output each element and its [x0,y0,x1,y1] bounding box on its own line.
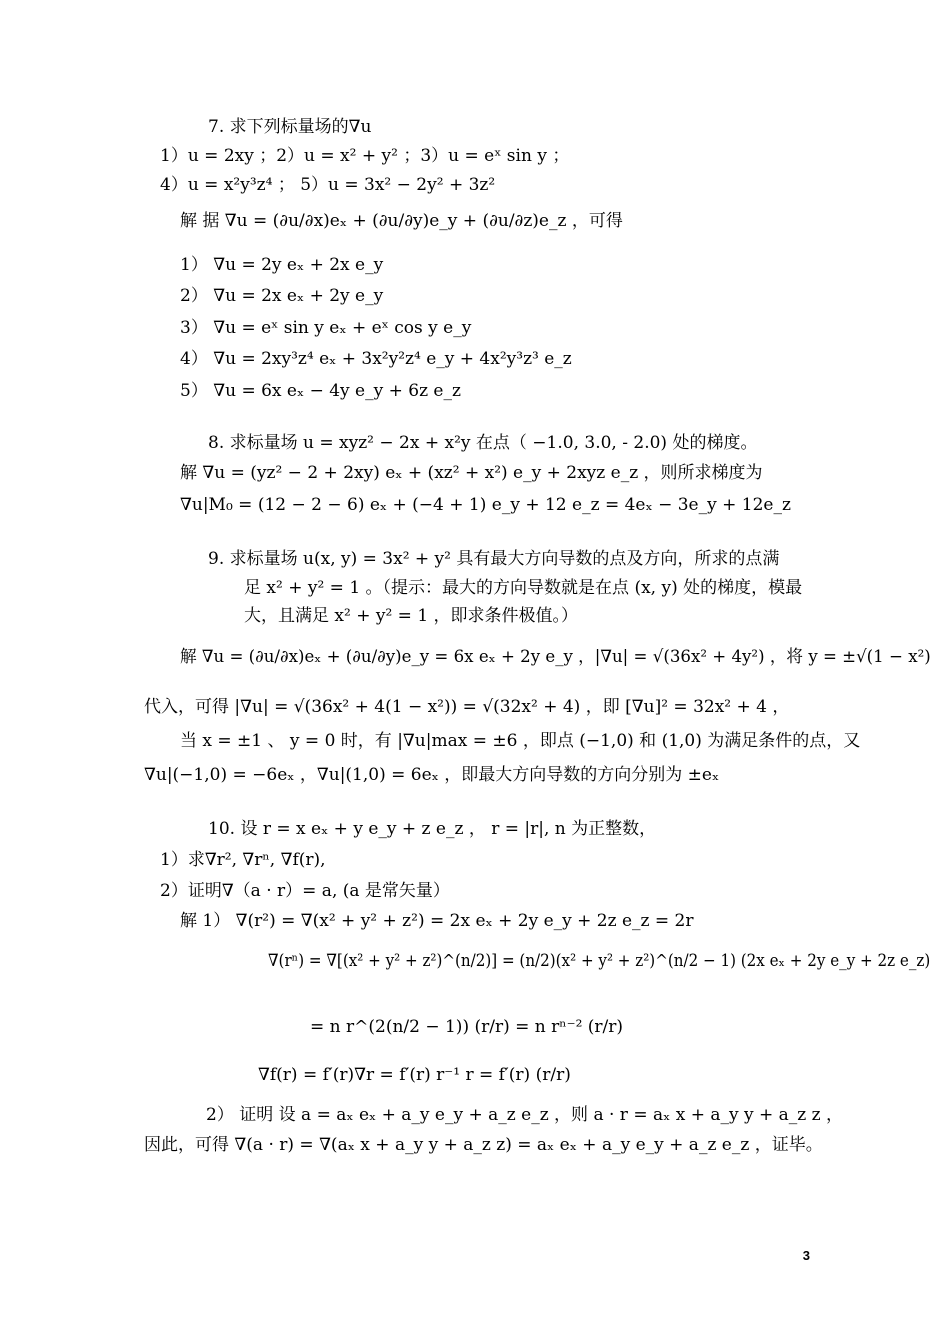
text-line-p10-sol-1: 解 1） ∇(r²) = ∇(x² + y² + z²) = 2x eₓ + 2y e_y + 2z e_z = 2r [180,911,694,931]
text-line-p8-title: 8. 求标量场 u = xyz² − 2x + x²y 在点（ −1.0, 3.0, - 2.0) 处的梯度。 [208,433,758,453]
text-line-p7-a1: 1） ∇u = 2y eₓ + 2x e_y [180,255,384,275]
text-line-p7-sol: 解 据 ∇u = (∂u/∂x)eₓ + (∂u/∂y)e_y + (∂u/∂z)e_z ，可得 [180,211,623,231]
text-line-p7-a3: 3） ∇u = eˣ sin y eₓ + eˣ cos y e_y [180,318,472,338]
text-line-p10-sol-4: ∇f(r) = f′(r)∇r = f′(r) r⁻¹ r = f′(r) (r/r) [258,1065,571,1085]
text-line-p7-title: 7. 求下列标量场的∇u [208,117,372,137]
text-line-p8-sol-2: ∇u|M₀ = (12 − 2 − 6) eₓ + (−4 + 1) e_y + 12 e_z = 4eₓ − 3e_y + 12e_z [180,495,791,515]
text-line-p9-title-3: 大，且满足 x² + y² = 1 ，即求条件极值。） [244,606,579,626]
text-line-p9-sol-2: 代入，可得 |∇u| = √(36x² + 4(1 − x²)) = √(32x² + 4) ，即 [∇u]² = 32x² + 4 ， [144,697,790,717]
text-line-p8-sol-1: 解 ∇u = (yz² − 2 + 2xy) eₓ + (xz² + x²) e_y + 2xyz e_z ，则所求梯度为 [180,463,763,483]
text-line-p10-sol-6: 因此，可得 ∇(a · r) = ∇(aₓ x + a_y y + a_z z) = aₓ eₓ + a_y e_y + a_z e_z ，证毕。 [144,1135,823,1155]
text-line-p9-sol-3: 当 x = ±1 、 y = 0 时，有 |∇u|max = ±6 ，即点 (−1,0) 和 (1,0) 为满足条件的点，又 [180,731,861,751]
text-line-p9-sol-4: ∇u|(−1,0) = −6eₓ ，∇u|(1,0) = 6eₓ ，即最大方向导数的方向分别为 ±eₓ [144,765,720,785]
text-line-p10-title: 10. 设 r = x eₓ + y e_y + z e_z ， r = |r|, n 为正整数， [208,819,657,839]
text-line-p10-q2: 2）证明∇（a · r）= a, (a 是常矢量） [160,881,450,901]
text-line-p9-title-2: 足 x² + y² = 1 。（提示：最大的方向导数就是在点 (x, y) 处的梯度，模最 [244,578,803,598]
text-line-p10-q1: 1）求∇r², ∇rⁿ, ∇f(r), [160,850,326,870]
text-line-p10-sol-5: 2） 证明 设 a = aₓ eₓ + a_y e_y + a_z e_z ，则 a · r = aₓ x + a_y y + a_z z ， [206,1105,844,1125]
text-line-p7-a2: 2） ∇u = 2x eₓ + 2y e_y [180,286,384,306]
page-number: 3 [802,1248,810,1263]
text-line-p7-a5: 5） ∇u = 6x eₓ − 4y e_y + 6z e_z [180,381,461,401]
text-line-p9-sol-1: 解 ∇u = (∂u/∂x)eₓ + (∂u/∂y)e_y = 6x eₓ + 2y e_y ，|∇u| = √(36x² + 4y²) ，将 y = ±√(1 − x²) [180,647,931,667]
text-line-p10-sol-3: = n r^(2(n/2 − 1)) (r/r) = n rⁿ⁻² (r/r) [310,1017,624,1037]
text-line-p7-a4: 4） ∇u = 2xy³z⁴ eₓ + 3x²y²z⁴ e_y + 4x²y³z³ e_z [180,349,572,369]
text-line-p9-title-1: 9. 求标量场 u(x, y) = 3x² + y² 具有最大方向导数的点及方向，所求的点满 [208,549,780,569]
text-line-p10-sol-2: ∇(rⁿ) = ∇[(x² + y² + z²)^(n/2)] = (n/2)(x² + y² + z²)^(n/2 − 1) (2x eₓ + 2y e_y + 2z e_z) [268,951,931,971]
text-line-p7-items-1: 1）u = 2xy ；2）u = x² + y² ；3）u = eˣ sin y ； [160,146,570,166]
text-line-p7-items-2: 4）u = x²y³z⁴ ； 5）u = 3x² − 2y² + 3z² [160,175,496,195]
